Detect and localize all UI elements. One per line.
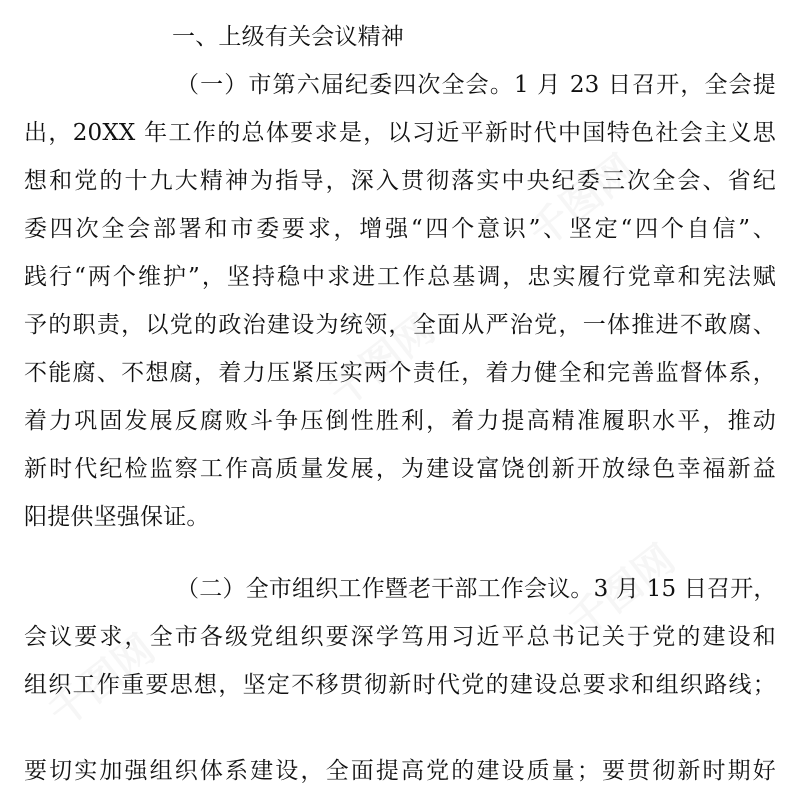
paragraph-1-line: 出，20XX 年工作的总体要求是，以习近平新时代中国特色社会主义思 (24, 120, 776, 146)
paragraph-1-line: 着力巩固发展反腐败斗争压倒性胜利，着力提高精准履职水平，推动 (24, 408, 776, 434)
watermark: 千图网 (560, 536, 684, 647)
paragraph-1-last-line: 阳提供坚强保证。 (24, 504, 210, 530)
paragraph-1-line: 予的职责，以党的政治建设为统领，全面从严治党，一体推进不敢腐、 (24, 312, 776, 338)
paragraph-1-line: 不能腐、不想腐，着力压紧压实两个责任，着力健全和完善监督体系， (24, 360, 776, 386)
paragraph-3-line: 要切实加强组织体系建设，全面提高党的建设质量；要贯彻新时期好 (24, 758, 776, 784)
watermark: 千图网 (520, 146, 644, 257)
watermark: 千图网 (40, 626, 164, 737)
section-heading: 一、上级有关会议精神 (172, 24, 404, 50)
paragraph-2-line: 组织工作重要思想，坚定不移贯彻新时代党的建设总要求和组织路线； (24, 672, 776, 698)
watermark: 千图网 (320, 306, 444, 417)
paragraph-1-line: 新时代纪检监察工作高质量发展，为建设富饶创新开放绿色幸福新益 (24, 456, 776, 482)
paragraph-1-line: 委四次全会部署和市委要求，增强“四个意识”、坚定“四个自信”、 (24, 216, 776, 242)
paragraph-2-line: 会议要求，全市各级党组织要深学笃用习近平总书记关于党的建设和 (24, 624, 776, 650)
paragraph-1-line: 想和党的十九大精神为指导，深入贯彻落实中央纪委三次全会、省纪 (24, 168, 776, 194)
paragraph-2-first-line: （二）全市组织工作暨老干部工作会议。3 月 15 日召开， (176, 576, 777, 602)
paragraph-1-first-line: （一）市第六届纪委四次全会。1 月 23 日召开，全会提 (176, 72, 776, 98)
paragraph-1-line: 践行“两个维护”，坚持稳中求进工作总基调，忠实履行党章和宪法赋 (24, 264, 776, 290)
